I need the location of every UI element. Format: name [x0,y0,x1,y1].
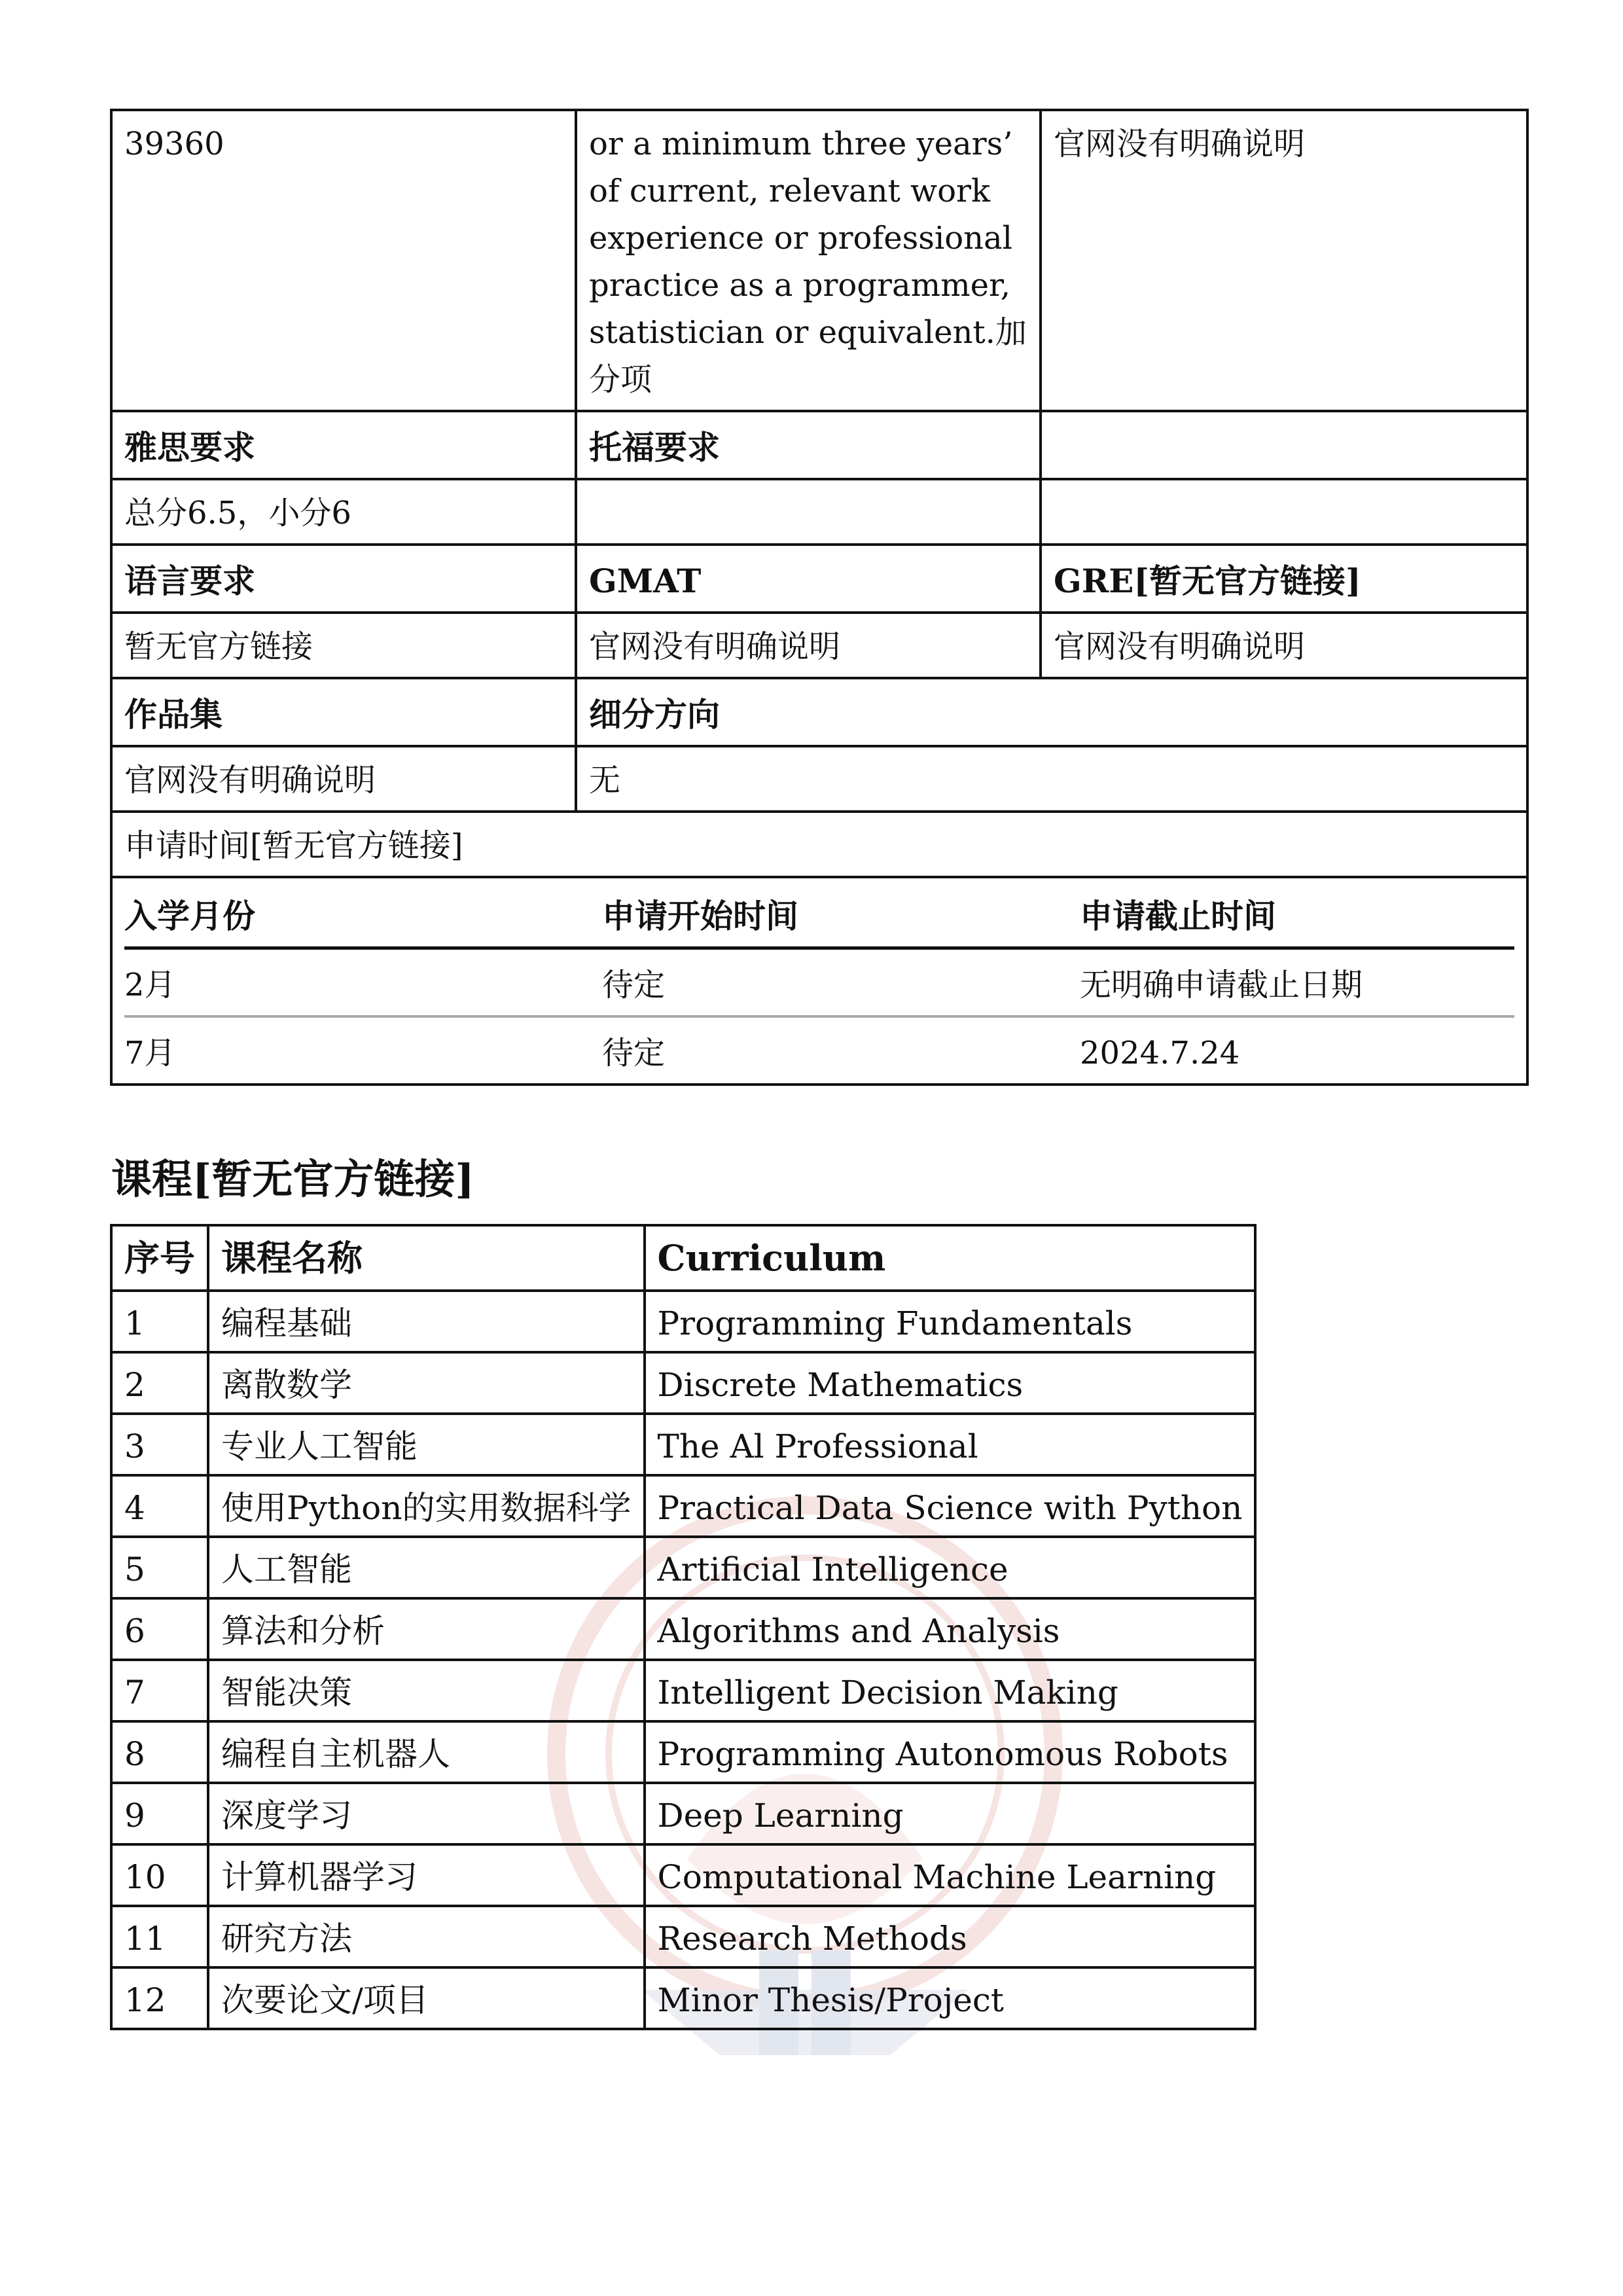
course-name-en: Programming Autonomous Robots [645,1721,1256,1783]
course-number: 12 [111,1967,208,2029]
empty-cell [1041,411,1527,479]
course-number: 4 [111,1475,208,1537]
table-row [111,1414,1255,1475]
table-row [111,1783,1255,1844]
course-name-en: Research Methods [645,1906,1256,1967]
portfolio-value: 官网没有明确说明 [111,746,576,812]
application-start-header: 申请开始时间 [602,878,1080,950]
intake-month-header: 入学月份 [124,878,602,950]
intake-month: 7月 [124,1035,176,1071]
direction-value: 无 [576,746,1527,812]
course-name-en: Computational Machine Learning [645,1844,1256,1906]
gmat-value: 官网没有明确说明 [576,613,1041,678]
courses-section-title: 课程[暂无官方链接] [111,1155,474,1203]
requirement-note: 官网没有明确说明 [1041,110,1527,411]
course-name-en: Intelligent Decision Making [645,1660,1256,1721]
application-start: 待定 [602,950,1080,1018]
table-row [111,1537,1255,1598]
language-label: 语言要求 [111,545,576,613]
course-number: 11 [111,1906,208,1967]
intake-grid [124,878,1514,1083]
course-number: 3 [111,1414,208,1475]
direction-label: 细分方向 [576,678,1527,746]
table-row [111,1291,1255,1352]
gmat-label: GMAT [576,545,1041,613]
application-deadline-header: 申请截止时间 [1080,878,1514,950]
course-name-cn: 次要论文/项目 [208,1967,645,2029]
intake-schedule [111,877,1527,1085]
course-number: 1 [111,1291,208,1352]
course-number: 8 [111,1721,208,1783]
gre-label: GRE[暂无官方链接] [1041,545,1527,613]
course-number: 7 [111,1660,208,1721]
table-row [111,1906,1255,1967]
gre-value: 官网没有明确说明 [1041,613,1527,678]
table-row [111,1967,1255,2029]
course-number: 5 [111,1537,208,1598]
table-row [111,1660,1255,1721]
application-deadline: 无明确申请截止日期 [1080,950,1514,1018]
course-name-en: Deep Learning [645,1783,1256,1844]
column-header-course-name: 课程名称 [208,1225,645,1291]
table-row [111,812,1527,877]
course-name-cn: 计算机器学习 [208,1844,645,1906]
course-name-en: Discrete Mathematics [645,1352,1256,1414]
course-number: 10 [111,1844,208,1906]
language-value: 暂无官方链接 [111,613,576,678]
course-name-en: Minor Thesis/Project [645,1967,1256,2029]
program-info-table [110,109,1529,1086]
work-experience-requirement: or a minimum three years’ of current, relevant work experience or professional practice as a programmer, statistician or equivalent.加分项 [576,110,1041,411]
course-name-en: The Al Professional [645,1414,1256,1475]
course-name-cn: 编程自主机器人 [208,1721,645,1783]
toefl-value [576,479,1041,545]
course-table [110,1224,1257,2030]
course-name-en: Practical Data Science with Python [645,1475,1256,1537]
course-name-cn: 算法和分析 [208,1598,645,1660]
table-row [111,1598,1255,1660]
course-name-en: Programming Fundamentals [645,1291,1256,1352]
intake-month: 2月 [124,950,602,1018]
course-name-cn: 智能决策 [208,1660,645,1721]
application-deadline: 2024.7.24 [1080,1035,1240,1071]
course-number: 2 [111,1352,208,1414]
ielts-value: 总分6.5，小分6 [111,479,576,545]
table-row [111,479,1527,545]
table-row [111,411,1527,479]
ielts-label: 雅思要求 [111,411,576,479]
application-start: 待定 [602,1035,666,1071]
portfolio-label: 作品集 [111,678,576,746]
table-row [111,613,1527,678]
course-name-cn: 研究方法 [208,1906,645,1967]
course-name-cn: 深度学习 [208,1783,645,1844]
table-row [111,877,1527,1085]
course-name-en: Artificial Intelligence [645,1537,1256,1598]
tuition-value: 39360 [111,110,576,411]
table-row [111,1721,1255,1783]
course-name-cn: 人工智能 [208,1537,645,1598]
course-name-cn: 使用Python的实用数据科学 [208,1475,645,1537]
table-row [111,1844,1255,1906]
course-name-en: Algorithms and Analysis [645,1598,1256,1660]
column-header-curriculum: Curriculum [645,1225,1256,1291]
course-number: 9 [111,1783,208,1844]
table-row [111,746,1527,812]
column-header-number: 序号 [111,1225,208,1291]
table-row [111,678,1527,746]
course-name-cn: 离散数学 [208,1352,645,1414]
application-time-label: 申请时间[暂无官方链接] [111,812,1527,877]
course-number: 6 [111,1598,208,1660]
empty-cell [1041,479,1527,545]
table-row [111,110,1527,411]
table-header-row [111,1225,1255,1291]
course-name-cn: 专业人工智能 [208,1414,645,1475]
table-row [111,545,1527,613]
table-row [111,1352,1255,1414]
toefl-label: 托福要求 [576,411,1041,479]
course-name-cn: 编程基础 [208,1291,645,1352]
table-row [111,1475,1255,1537]
